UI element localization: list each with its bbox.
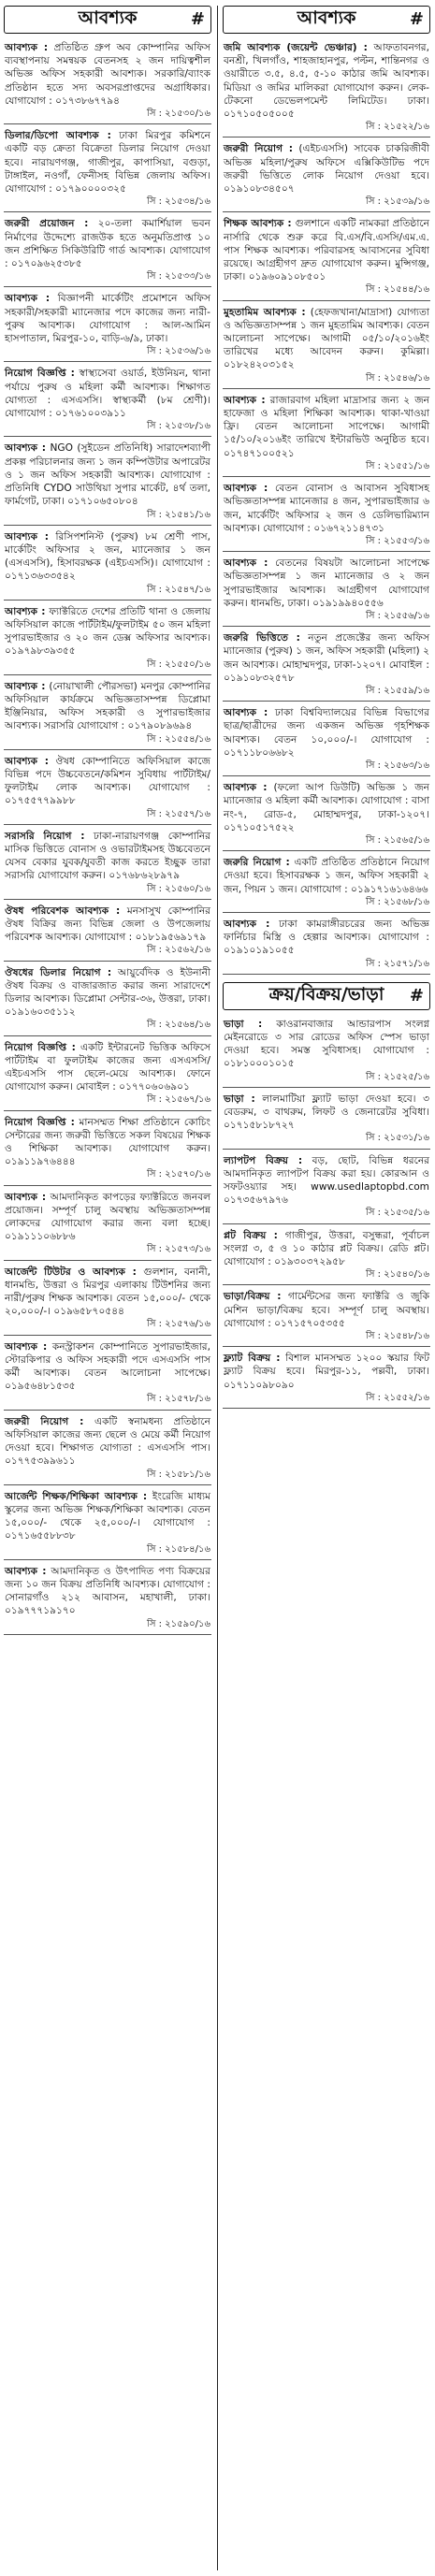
ad-code: সি : ২১৫৩১/১৬ xyxy=(365,1133,429,1144)
ad-body: ঢাকা মিরপুর কমিশনে একটি বড় ক্রেতা বিক্রেতা ডিলার নিয়োগ দেওয়া হবে। নারায়ণগঞ্জ, গাজীপুর, কাপাসিয়া, বগুড়া, টাঙ্গাইল, নওগাঁ, ফেনীসহ বিভিন্ন জেলায় অফিস। যোগাযোগ : ০১৭৯০০০০৩২৫ xyxy=(5,130,210,195)
ad-body: গার্মেন্টসের জন্য ফ্যাক্টরি ও জুকি মেশিন ভাড়া/বিক্রয় হবে। সম্পূর্ণ চালু অবস্থায়। যোগাযোগ : ০১৭১৫৭০৫৩৫৫ xyxy=(224,1291,430,1329)
ad-code: সি : ২১৫৩৩/১৬ xyxy=(146,271,210,282)
classified-ad xyxy=(223,779,430,851)
ad-code: সি : ২১৫৩৯/১৬ xyxy=(365,196,429,208)
ad-body: বেতন বোনাস ও আবাসন সুবিধাসহ অভিজ্ঞতাসম্পন্ন ম্যানেজার ৪ জন, সুপারভাইজার ৬ জন, মার্কেটিং অফিসার ২ জন ও ডেলিভারিম্যান আবশ্যক। যোগাযোগ : ০১৬৭২১১৪৭৩১ xyxy=(224,483,429,534)
ad-code: সি : ২১৫৫১/১৬ xyxy=(365,460,429,471)
ad-list-right xyxy=(223,39,430,975)
ad-body: ঢাকা কামরাঙ্গীরচরের জন্য অভিজ্ঞ ফার্নিচার মিস্ত্রি ও হেল্পার আবশ্যক। যোগাযোগ : ০১৯১০১৯১০৫৫ xyxy=(224,918,429,957)
classified-ad xyxy=(4,828,211,900)
ad-code: সি : ২১৫৫৩/১৬ xyxy=(365,535,429,546)
ad-body: গুলশান, বনানী, ধানমন্ডি, উত্তরা ও মিরপুর এলাকায় টিউশনির জন্য নারী/পুরুষ শিক্ষক আবশ্যক। বেতন ১৫,০০০/- থেকে ২০,০০০/-। ০১৯৬৫৮৭০৫৪৪ xyxy=(5,1266,211,1318)
ad-code: সি : ২১৫৬৮/১৬ xyxy=(365,896,429,907)
ad-keyword: আর্জেন্ট টিউটর ও আবশ্যক : xyxy=(5,1266,137,1278)
ad-code: সি : ২১৫৭৮/১৬ xyxy=(146,1394,210,1405)
classified-ad xyxy=(4,215,211,287)
ad-code: সি : ২১৫৬৩/১৬ xyxy=(365,760,429,771)
ad-keyword: ঔষধের ডিলার নিয়োগ : xyxy=(5,966,112,978)
ad-body: (এইচএসসি) সাবেক চাকরিজীবী অভিজ্ঞ মহিলা/পুরুষ অফিসে এক্সিকিউটিভ পদে জরুরী ভিত্তিতে লোক নিয়োগ দেওয়া হবে। ০১৯১০৮৩৪৫০৭ xyxy=(224,143,429,195)
classified-ad xyxy=(223,140,430,212)
ad-keyword: আবশ্যক : xyxy=(224,782,268,794)
ad-keyword: আবশ্যক : xyxy=(5,442,47,455)
left-column xyxy=(4,6,211,1638)
ad-code: সি : ২১৫৬৫/১৬ xyxy=(365,834,429,846)
ad-list-buy-sell xyxy=(223,1016,430,1409)
ad-body: আয়ুর্বেদিক ও ইউনানী ঔষধ বিক্রয় ও বাজারজাত করার জন্য সারাদেশে ডিলার আবশ্যক। ডিপ্লোমা সেন্টার-৩৬, উত্তরা, ঢাকা। ০১৯১৬০৩৫১১২ xyxy=(5,966,210,1019)
ad-keyword: আবশ্যক : xyxy=(5,755,49,767)
ad-body: আফতাবনগর, বনশ্রী, খিলগাঁও, শাহজাহানপুর, পল্টন, শান্তিনগর ও ওয়ারীতে ৩.৫, ৪.৫, ৫-১০ কাঠার জমি আবশ্যক। মিডিয়া ও জমির মালিকরা যোগাযোগ করুন। লেক-টেকনো ডেভেলপমেন্ট লিমিটেড। ঢাকা। ০১৭১০৫০৫০০৫ xyxy=(224,42,429,121)
ad-body: আমদানিকৃত ও উৎপাদিত পণ্য বিক্রয়ের জন্য ১০ জন বিক্রয় প্রতিনিধি আবশ্যক। যোগাযোগ : সোনারগাঁও ২১২ আবাসন, মহাখালী, ঢাকা। ০১৯৭৭৭১৯১৭০ xyxy=(5,1565,210,1617)
section-header-wanted-right xyxy=(223,6,430,34)
ad-body: ঢাকা-নারায়ণগঞ্জ কোম্পানির মাসিক ভিত্তিতে বোনাস ও ওভারটাইমসহ উচ্চবেতনে যেসব বেকার যুবক/যুবতী কাজ করতে ইচ্ছুক তারা সরাসরি যোগাযোগ করুন। ০১৭৬৮৬২৮৯৭৯ xyxy=(5,830,211,882)
ad-keyword: শিক্ষক আবশ্যক : xyxy=(224,218,292,230)
ad-body: কাওরানবাজার আন্ডারপাস সংলগ্ন মেইনরোডে ৩ সার রোডের অফিস স্পেস ভাড়া দেওয়া হবে। সমস্ত সুবিধাসহ। যোগাযোগ : ০১৮১০০০১০১৫ xyxy=(224,1018,429,1070)
ad-code: সি : ২১৫৩৫/১৬ xyxy=(365,1208,429,1219)
ad-keyword: আর্জেন্ট শিক্ষক/শিক্ষিকা আবশ্যক : xyxy=(5,1490,148,1502)
classified-ad xyxy=(4,753,211,825)
classified-ad xyxy=(223,555,430,627)
ad-keyword: প্লট বিক্রয় : xyxy=(224,1229,278,1241)
ad-code: সি : ২১৫৫৪/১৬ xyxy=(146,733,210,745)
classified-ad xyxy=(4,290,211,362)
classified-ad xyxy=(223,304,430,389)
ad-body: মনসাসুখ কোম্পানির ঔষধ বিক্রির জন্য বিভিন্ন জেলা ও উপজেলায় পরিবেশক আবশ্যক। যোগাযোগ : ০১৮১৯৫৬৯১৭৯ xyxy=(5,904,210,944)
ad-list-left xyxy=(4,39,211,1635)
ad-code: সি : ২১৫২৫/১৬ xyxy=(365,1071,429,1082)
ad-body: ঢাকা বিশ্ববিদ্যালয়ের বিভিন্ন বিভাগের ছাত্র/ছাত্রীদের জন্য একজন অভিজ্ঞ গৃহশিক্ষক আবশ্যক। বেতন ১০,০০০/-। যোগাযোগ : ০১৭১১৮০৬৬৮২ xyxy=(224,707,429,759)
ad-body: ঔষধ কোম্পানিতে অফিসিয়াল কাজে বিভিন্ন পদে উচ্চবেতনে/কমিশন সুবিধায় পার্টটাইম/ফুলটাইম লোক আবশ্যক। যোগাযোগ : ০১৭৫৫৭৭৯৯৮৮ xyxy=(5,755,210,807)
ad-body: স্বাস্থ্যসেবা ওয়ার্ড, ইউনিয়ন, থানা পর্যায়ে পুরুষ ও মহিলা কর্মী আবশ্যক। শিক্ষাগত যোগ্যতা : এসএসসি। স্বাস্থ্যকর্মী (৮ম শ্রেণী)। যোগাযোগ : ০১৭৬১০০৩৯১১ xyxy=(5,368,210,420)
ad-code: সি : ২১৫৩৬/১৬ xyxy=(146,346,210,357)
classified-ad xyxy=(223,1091,430,1150)
ad-keyword: ভাড়া : xyxy=(224,1093,255,1105)
classified-ad xyxy=(4,678,211,750)
ad-keyword: ফ্ল্যাট বিক্রয় : xyxy=(224,1353,281,1365)
ad-code: সি : ২১৫৬৭/১৬ xyxy=(146,1094,210,1106)
ad-keyword: জরুরী নিয়োগ : xyxy=(5,1415,84,1427)
ad-code: সি : ২১৫৫০/১৬ xyxy=(146,658,210,670)
classified-ad xyxy=(223,916,430,975)
ad-keyword: নিয়োগ বিজ্ঞপ্তি : xyxy=(5,368,75,380)
classified-ad xyxy=(223,1350,430,1409)
classified-ad xyxy=(223,1288,430,1347)
ad-keyword: আবশ্যক : xyxy=(5,680,46,692)
ad-code: সি : ২১৫৪৮/১৬ xyxy=(365,1331,429,1342)
section-title: আবশ্যক xyxy=(78,7,138,28)
ad-code: সি : ২১৫৩৮/১৬ xyxy=(146,421,210,432)
ad-keyword: ভাড়া/বিক্রয় : xyxy=(224,1291,282,1303)
ad-body: লালমাটিয়া ফ্ল্যাট ভাড়া দেওয়া হবে। ৩ বেডরুম, ৩ বাথরুম, লিফট ও জেনারেটর সুবিধা। ০১৭১৫৮১৮৭২৭ xyxy=(224,1093,429,1132)
ad-keyword: জরুরী নিয়োগ : xyxy=(224,143,294,155)
ad-body: বেতনের বিষয়টা আলোচনা সাপেক্ষে অভিজ্ঞতাসম্পন্ন ১ জন ম্যানেজার ও ২ জন সুপারভাইজার আবশ্যক। আগ্রহীগণ যোগাযোগ করুন। ধানমন্ডি, ঢাকা। ০১৯১৯৯৪০৫৫৬ xyxy=(224,557,429,609)
ad-keyword: ভাড়া : xyxy=(224,1018,263,1030)
section-title: আবশ্যক xyxy=(297,7,356,28)
classified-ad xyxy=(4,528,211,601)
ad-keyword: জরুরী প্রয়োজন : xyxy=(5,218,89,230)
column-divider xyxy=(217,6,218,2570)
ad-body: ইংরেজি মাধ্যম স্কুলের জন্য অভিজ্ঞ শিক্ষক/শিক্ষিকা আবশ্যক। বেতন ১৫,০০০/- থেকে ২৫,০০০/-। যোগাযোগ : ০১৭১৬৫৫৮৮৩৮ xyxy=(5,1490,210,1542)
ad-keyword: আবশ্যক : xyxy=(224,707,268,719)
classified-ad xyxy=(223,392,430,477)
classified-ad xyxy=(4,1339,211,1411)
ad-body: রাজারবাগ মহিলা মাদ্রাসার জন্য ২ জন হাফেজা ও মহিলা শিক্ষিকা আবশ্যক। থাকা-খাওয়া ফ্রি। বেতন আলোচনা সাপেক্ষে। আগামী ১৫/১০/২০১৬ইং তারিখে ইন্টারভিউ অনুষ্ঠিত হবে। ০১৭৪৭১০০৫২১ xyxy=(224,394,430,459)
ad-body: গুলশানে একটি নামকরা প্রতিষ্ঠানে নার্সারি থেকে শুরু করে বি.এস/বি.এসসি/এম.এ. পাস শিক্ষক আবশ্যক। পরিবারসহ আবাসনের সুবিধা রয়েছে। আগ্রহীগণ দ্রুত যোগাযোগ করুন। মুন্সিগঞ্জ, ঢাকা। ০১৯৬০৯১০৮৫০১ xyxy=(224,218,429,283)
ad-body: NGO (সুইডেন প্রতিনিধি) সারাদেশব্যাপী প্রকল্প পরিচালনার জন্য ১ জন কম্পিউটার অপারেটর ও ১ জন অফিস সহকারী আবশ্যক। যোগাযোগ : প্রতিনিধি CYDO সাউথিয়া সুপার মার্কেট, ৪র্থ তলা, ফার্মগেট, ঢাকা। ০১৭১০৬৫০৮০৪ xyxy=(5,442,210,508)
classified-ad xyxy=(4,1039,211,1111)
ad-code: সি : ২১৫৩০/১৬ xyxy=(146,109,210,120)
ad-keyword: ল্যাপটপ বিক্রয় : xyxy=(224,1154,303,1166)
ad-body: রিসিপশনিস্ট (পুরুষ) ৮ম শ্রেণী পাস, মার্কেটিং অফিসার ২ জন, ম্যানেজার ১ জন (এসএসসি), হিসাবরক্ষক (এইচএসসি)। যোগাযোগ : ০১৭১৩৬৩৩৫৪২ xyxy=(5,530,210,583)
ad-body: প্রতিষ্ঠিত গ্রুপ অব কোম্পানির অফিস ব্যবস্থাপনায় সমন্বয়ক বেতনসহ ২ জন দায়িত্বশীল অভিজ্ঞ অফিস সহকারী আবশ্যক। সরকারি/ব্যাংক প্রতিষ্ঠান হতে সদ্য অবসরপ্রাপ্তদের অগ্রাধিকার। যোগাযোগ : ০১৭৩৮৬৭৭৯৪ xyxy=(5,42,210,107)
classified-ad xyxy=(4,440,211,525)
classified-ad xyxy=(4,39,211,124)
ad-body: গাজীপুর, উত্তরা, বসুন্ধরা, পূর্বাচল সংলগ্ন ৩, ৫ ও ১০ কাঠার প্লট বিক্রয়। রেডি প্লট। যোগাযোগ : ০১৯৩০৩৭২৯৫৮ xyxy=(224,1229,429,1268)
ad-keyword: জরুরি ভিত্তিতে : xyxy=(224,632,300,644)
ad-keyword: আবশ্যক : xyxy=(224,918,270,930)
classified-ad xyxy=(223,704,430,776)
ad-keyword: আবশ্যক : xyxy=(5,42,49,53)
ad-keyword: আবশ্যক : xyxy=(224,483,268,495)
classified-ad xyxy=(4,1114,211,1186)
ad-body: বিজ্ঞাপনী মার্কেটিং প্রমোশনে অফিস সহকারী/সহকারী ম্যানেজার পদে কাজের জন্য নারী-পুরুষ আবশ্যক। যোগাযোগ : আল-আমিন হাসপাতাল, মিরপুর-১০, বাড়ি-৬/৯, ঢাকা। xyxy=(5,293,211,345)
ad-body: (ফলো আপ ডিউটি) অভিজ্ঞ ১ জন ম্যানেজার ও মহিলা কর্মী আবশ্যক। যোগাযোগ : বাসা নং-৭, রোড-৫, মোহাম্মদপুর, ঢাকা-১২০৭। ০১৭১০৫১৭৫২২ xyxy=(224,782,429,833)
ad-body: নতুন প্রজেক্টের জন্য অফিস ম্যানেজার (পুরুষ) ১ জন, অফিস সহকারী (মহিলা) ২ জন আবশ্যক। মোহাম্মদপুর, ঢাকা-১২০৭। মোবাইল : ০১৯১০৮৩২৫৭৮ xyxy=(224,632,429,684)
ad-keyword: নিয়োগ বিজ্ঞপ্তি : xyxy=(5,1116,75,1128)
ad-code: সি : ২১৫৪৪/১৬ xyxy=(365,284,429,296)
ad-body: মানসম্মত শিক্ষা প্রতিষ্ঠানে কোচিং সেন্টারের জন্য জরুরী ভিত্তিতে সকল বিষয়ের শিক্ষক ও শিক্ষিকা আবশ্যক। যোগাযোগ করুন। ০১৯১১৯৭৬৪৪৪ xyxy=(5,1116,210,1168)
ad-code: সি : ২১৫৬২/১৬ xyxy=(146,945,210,956)
ad-keyword: জমি আবশ্যক (জয়েন্ট ভেঞ্চার) : xyxy=(224,42,368,53)
ad-keyword: আবশ্যক : xyxy=(5,293,51,305)
classified-ad xyxy=(4,1413,211,1485)
section-title: ক্রয়/বিক্রয়/ভাড়া xyxy=(268,983,384,1005)
right-column xyxy=(223,6,430,1411)
classified-ad xyxy=(223,1227,430,1286)
ad-code: সি : ২১৫৫৭/১৬ xyxy=(146,808,210,819)
ad-code: সি : ২১৫৬৪/১৬ xyxy=(146,1020,210,1031)
ad-code: সি : ২১৫৫৯/১৬ xyxy=(365,685,429,696)
ad-code: সি : ২১৫৩৪/১৬ xyxy=(146,196,210,208)
ad-code: সি : ২১৫৭০/১৬ xyxy=(146,1169,210,1180)
classified-ad xyxy=(4,1488,211,1560)
ad-code: সি : ২১৫৮১/১৬ xyxy=(146,1469,210,1480)
ad-keyword: আবশ্যক : xyxy=(5,1340,48,1353)
ad-code: সি : ২১৫৪১/১৬ xyxy=(146,509,210,520)
ad-keyword: মুহতামিম আবশ্যক : xyxy=(224,306,306,318)
classified-ad xyxy=(223,215,430,300)
ad-keyword: আবশ্যক : xyxy=(5,1565,47,1577)
ad-body: (নোয়াখালী পৌরসভা) মনপুর কোম্পানির অফিসিয়াল কার্যক্রমে অভিজ্ঞতাসম্পন্ন ডিপ্লোমা ইঞ্জিনিয়ার, অফিস সহকারী ও সুপারভাইজার আবশ্যক। সরাসরি যোগাযোগ : ০১৭৯০৮৯৬৯৪ xyxy=(5,680,210,732)
ad-keyword: আবশ্যক : xyxy=(5,530,50,543)
ad-body: আমদানিকৃত কাপড়ের ফ্যাক্টরিতে জনবল প্রয়োজন। সম্পূর্ণ চালু অবস্থায় অভিজ্ঞতাসম্পন্ন লোকদের যোগাযোগ করার জন্য বলা হচ্ছে। ০১৯১১১০৬৮৮৬ xyxy=(5,1191,210,1243)
ad-body: ফ্যাক্টরিতে দেশের প্রতিটি থানা ও জেলায় অফিসিয়াল কাজে পার্টটাইম/ফুলটাইম ৫০ জন মহিলা সুপারভাইজার ও ২০ জন ডেক্স অফিসার আবশ্যক। ০১৯৭৯৮৩৯৩৫৫ xyxy=(5,605,210,658)
section-header-wanted-left xyxy=(4,6,211,34)
ad-body: একটি ইন্টারনেট ভিত্তিক অফিসে পার্টটাইম বা ফুলটাইম কাজের জন্য এসএসসি/এইচএসসি পাস ছেলে-মেয়ে আবশ্যক। ফোনে যোগাযোগ করুন। মোবাইল : ০১৭৭০৬০৬৯০১ xyxy=(5,1041,210,1093)
ad-code: সি : ২১৫৬০/১৬ xyxy=(146,883,210,894)
classified-ad xyxy=(223,1016,430,1088)
ad-body: (হেফজখানা/মাদ্রাসা) যোগ্যতা ও অভিজ্ঞতাসম্পন্ন ১ জন মুহতামিম আবশ্যক। বেতন আলোচনা সাপেক্ষে। আগামী ০৫/১০/২০১৬ইং তারিখের মধ্যে আবেদন করুন। কুমিল্লা। ০১৮২৪২০৩১৫২ xyxy=(224,306,429,371)
ad-body: বড়, ছোট, বিভিন্ন ধরনের আমদানিকৃত ল্যাপটপ বিক্রয় করা হয়। কোরআন ও সফটওয়্যার সহ। www.usedlaptopbd.com ০১৭৩৫৬৭৯৭৬ xyxy=(224,1154,429,1207)
classified-ad xyxy=(4,603,211,675)
classified-ad xyxy=(223,854,430,913)
classified-ad xyxy=(4,964,211,1036)
ad-code: সি : ২১৫৭৩/১৬ xyxy=(146,1244,210,1255)
hash-mark: # xyxy=(190,9,205,29)
ad-keyword: আবশ্যক : xyxy=(5,1191,47,1203)
ad-code: সি : ২১৫৮৪/১৬ xyxy=(146,1543,210,1555)
ad-keyword: ঔষধ পরিবেশক আবশ্যক : xyxy=(5,904,121,917)
section-header-buy-sell-rent xyxy=(223,982,430,1010)
ad-keyword: আবশ্যক : xyxy=(224,557,268,570)
classified-ad xyxy=(223,480,430,552)
classified-ad xyxy=(4,903,211,962)
hash-mark: # xyxy=(409,985,424,1006)
classified-ad xyxy=(4,127,211,212)
ad-keyword: আবশ্যক : xyxy=(224,394,266,406)
ad-body: একটি স্বনামধন্য প্রতিষ্ঠানে অফিসিয়াল কাজের জন্য ছেলে ও মেয়ে কর্মী নিয়োগ দেওয়া হবে। শিক্ষাগত যোগ্যতা : এসএসসি পাস। ০১৭৭৫৩৯৯৬১১ xyxy=(5,1415,210,1468)
ad-keyword: নিয়োগ বিজ্ঞপ্তি : xyxy=(5,1041,76,1053)
ad-keyword: সরাসরি নিয়োগ : xyxy=(5,830,85,842)
ad-code: সি : ২১৫২২/১৬ xyxy=(365,122,429,133)
ad-code: সি : ২১৫৪০/১৬ xyxy=(365,1269,429,1281)
ad-keyword: জরুরি নিয়োগ : xyxy=(224,857,290,869)
classified-ad xyxy=(4,1189,211,1261)
ad-code: সি : ২১৫৭৬/১৬ xyxy=(146,1319,210,1330)
classified-ad xyxy=(223,1152,430,1224)
ad-body: কনস্ট্রাকশন কোম্পানিতে সুপারভাইজার, স্টোরকিপার ও অফিস সহকারী পদে এসএসসি পাস কর্মী আবশ্যক। বেতন আলোচনা সাপেক্ষে। ০১৯৫৬৪৮১৫৩৫ xyxy=(5,1340,211,1393)
ad-keyword: ডিলার/ডিপো আবশ্যক : xyxy=(5,130,111,142)
classified-ad xyxy=(4,1563,211,1635)
classified-ad xyxy=(223,39,430,137)
ad-code: সি : ২১৫৪৬/১৬ xyxy=(365,372,429,384)
classified-ad xyxy=(4,1264,211,1336)
classified-ad xyxy=(223,630,430,702)
ad-code: সি : ২১৫৫৬/১৬ xyxy=(365,610,429,621)
ad-code: সি : ২১৫৫২/১৬ xyxy=(365,1392,429,1403)
ad-body: একটি প্রতিষ্ঠিত প্রতিষ্ঠানে নিয়োগ দেওয়া হবে। হিসাবরক্ষক ১ জন, অফিস সহকারী ২ জন, পিয়ন ১ জন। যোগাযোগ : ০১৯১৭১৬১৬৪৬৬ xyxy=(224,857,429,895)
hash-mark: # xyxy=(409,9,424,29)
ad-code: সি : ২১৫৯০/১৬ xyxy=(146,1618,210,1629)
classified-ad xyxy=(4,365,211,437)
ad-body: বিশাল মানসম্মত ১২০০ স্কয়ার ফিট ফ্ল্যাট বিক্রয় হবে। মিরপুর-১১, পল্লবী, ঢাকা। ০১৭১১০৯৮০৯০ xyxy=(224,1353,430,1391)
ad-keyword: আবশ্যক : xyxy=(5,605,46,617)
ad-code: সি : ২১৫৭১/১৬ xyxy=(365,958,429,969)
ad-code: সি : ২১৫৪৭/১৬ xyxy=(146,584,210,595)
ad-body: ২০-তলা কমার্শিয়াল ভবন নির্মাণের উদ্দেশ্যে রাজউক হতে অনুমতিপ্রাপ্ত ১০ জন প্রশিক্ষিত সিকিউরিটি গার্ড আবশ্যক। যোগাযোগ : ০১৭০৯৬২৫৩৮৫ xyxy=(5,218,210,270)
